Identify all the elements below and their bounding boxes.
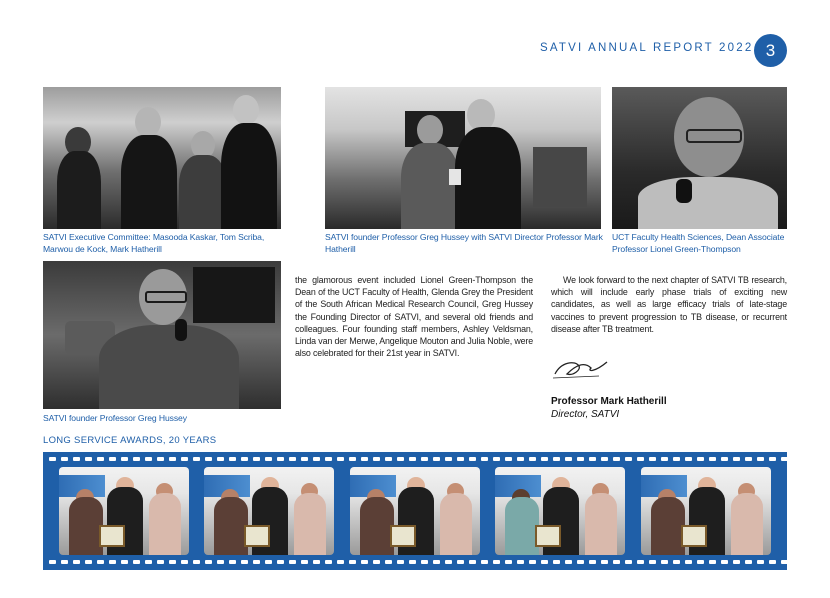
film-perforation (241, 457, 248, 461)
film-perforation (373, 560, 380, 564)
film-perforation (289, 560, 296, 564)
report-title: SATVI ANNUAL REPORT 2022 (540, 42, 754, 54)
page-number-badge: 3 (754, 34, 787, 67)
film-perforation (709, 457, 716, 461)
film-perforation (349, 457, 356, 461)
award-photo-3 (350, 467, 480, 555)
film-perforation (637, 457, 644, 461)
film-perforation (85, 560, 92, 564)
film-perforation (565, 560, 572, 564)
film-perforation (469, 457, 476, 461)
long-service-filmstrip (43, 452, 787, 570)
film-perforation (193, 457, 200, 461)
film-perforation (253, 457, 260, 461)
film-perforation (649, 560, 656, 564)
film-perforation (241, 560, 248, 564)
exec-committee-caption: SATVI Executive Committee: Masooda Kaskar, Tom Scriba, Marwou de Kock, Mark Hatherill (43, 232, 265, 254)
film-perforation (301, 560, 308, 564)
film-perforation (85, 457, 92, 461)
film-perforation (613, 457, 620, 461)
film-perforation (121, 560, 128, 564)
film-perforation (313, 457, 320, 461)
film-perforation (133, 560, 140, 564)
film-perforation (721, 457, 728, 461)
film-perforation (229, 457, 236, 461)
film-perforation (781, 457, 788, 461)
film-perforation (121, 457, 128, 461)
film-perforation (205, 457, 212, 461)
film-perforation (649, 457, 656, 461)
film-perforation (673, 457, 680, 461)
film-perforation (97, 560, 104, 564)
film-perforation (193, 560, 200, 564)
film-perforation (769, 457, 776, 461)
film-perforation (505, 457, 512, 461)
film-perforation (517, 560, 524, 564)
film-perforation (697, 560, 704, 564)
founder-photo (43, 261, 281, 409)
film-perforation (637, 560, 644, 564)
film-perforation (157, 560, 164, 564)
film-perforation (253, 560, 260, 564)
film-perforation (373, 457, 380, 461)
film-perforation (421, 457, 428, 461)
film-perforation (673, 560, 680, 564)
film-perforation (109, 457, 116, 461)
film-perforation (361, 560, 368, 564)
film-perforation (325, 560, 332, 564)
film-perforation (733, 457, 740, 461)
film-perforation (661, 560, 668, 564)
film-perforation (337, 560, 344, 564)
film-perforation (265, 457, 272, 461)
film-perforation (577, 457, 584, 461)
award-photo-5 (641, 467, 771, 555)
film-perforation (661, 457, 668, 461)
faculty-dean-caption: UCT Faculty Health Sciences, Dean Associate Professor Lionel Green-Thompson (612, 232, 785, 254)
film-perforation (205, 560, 212, 564)
film-perforation (757, 560, 764, 564)
film-perforation (553, 457, 560, 461)
film-perforation (73, 560, 80, 564)
film-perforation (469, 560, 476, 564)
film-perforation (721, 560, 728, 564)
signatory-role: Director, SATVI (551, 409, 620, 420)
film-perforation (733, 560, 740, 564)
film-perforation (433, 560, 440, 564)
film-perforation (385, 457, 392, 461)
film-perforation (481, 457, 488, 461)
film-perforation (73, 457, 80, 461)
film-perforation (409, 560, 416, 564)
signature-image (551, 352, 611, 382)
film-perforation (325, 457, 332, 461)
film-perforation (49, 457, 56, 461)
film-perforation (457, 457, 464, 461)
film-perforation (445, 457, 452, 461)
film-perforation (409, 457, 416, 461)
founder-director-caption: SATVI founder Professor Greg Hussey with SATVI Director Professor Mark Hatherill (325, 232, 603, 254)
article-column-1: the glamorous event included Lionel Green-Thompson the Dean of the UCT Faculty of Health, Glenda Grey the President of the South African Medical Research Council, Greg Hussey the Founding Director of SATVI, and several old friends and colleagues. Four founding staff members, Ashley Veldsman, Linda van der Merwe, Angelique Mouton and Julia Noble, were also celebrated for their 21st year in SATVI. (295, 275, 533, 359)
film-perforation (709, 560, 716, 564)
film-perforation (589, 560, 596, 564)
film-perforation (457, 560, 464, 564)
film-perforation (577, 560, 584, 564)
film-perforation (277, 457, 284, 461)
film-perforation (397, 457, 404, 461)
film-perforation (49, 560, 56, 564)
film-perforation (589, 457, 596, 461)
film-perforation (553, 560, 560, 564)
long-service-heading: LONG SERVICE AWARDS, 20 YEARS (43, 435, 217, 446)
film-perforation (625, 560, 632, 564)
faculty-dean-photo (612, 87, 787, 229)
film-perforation (61, 457, 68, 461)
film-perforation (541, 457, 548, 461)
film-perforation (313, 560, 320, 564)
signatory-name: Professor Mark Hatherill (551, 396, 667, 407)
film-perforation (289, 457, 296, 461)
film-perforation (601, 560, 608, 564)
film-perforation (433, 457, 440, 461)
film-perforation (229, 560, 236, 564)
article-column-2: We look forward to the next chapter of SATVI TB research, which will include early phase trials of exciting new candidates, as well as large efficacy trials of late-stage vaccines to prevent progression to TB disease, or recurrent disease after TB treatment. (551, 275, 787, 334)
film-perforation (685, 560, 692, 564)
film-perforation (217, 560, 224, 564)
film-perforation (61, 560, 68, 564)
film-perforation (625, 457, 632, 461)
film-perforation (745, 560, 752, 564)
film-perforation (169, 560, 176, 564)
film-perforation (529, 560, 536, 564)
film-perforation (337, 457, 344, 461)
film-perforation (745, 457, 752, 461)
film-perforation (361, 457, 368, 461)
film-perforation (565, 457, 572, 461)
film-perforation (145, 560, 152, 564)
film-perforation (133, 457, 140, 461)
film-perforation (181, 560, 188, 564)
film-perforation (685, 457, 692, 461)
film-perforation (781, 560, 788, 564)
film-perforation (265, 560, 272, 564)
film-perforation (769, 560, 776, 564)
film-perforation (481, 560, 488, 564)
film-perforation (181, 457, 188, 461)
film-perforation (217, 457, 224, 461)
film-perforation (301, 457, 308, 461)
film-perforation (169, 457, 176, 461)
film-perforation (493, 560, 500, 564)
film-perforation (385, 560, 392, 564)
film-perforation (529, 457, 536, 461)
film-perforation (613, 560, 620, 564)
film-perforation (493, 457, 500, 461)
film-perforation (505, 560, 512, 564)
award-photo-2 (204, 467, 334, 555)
film-perforation (97, 457, 104, 461)
film-perforation (397, 560, 404, 564)
award-photo-4 (495, 467, 625, 555)
founder-director-photo (325, 87, 601, 229)
founder-caption: SATVI founder Professor Greg Hussey (43, 413, 187, 423)
film-perforation (541, 560, 548, 564)
film-perforation (109, 560, 116, 564)
film-perforation (157, 457, 164, 461)
film-perforation (445, 560, 452, 564)
award-photo-1 (59, 467, 189, 555)
exec-committee-photo (43, 87, 281, 229)
film-perforation (697, 457, 704, 461)
film-perforation (349, 560, 356, 564)
film-perforation (517, 457, 524, 461)
film-perforation (145, 457, 152, 461)
film-perforation (601, 457, 608, 461)
film-perforation (277, 560, 284, 564)
film-perforation (757, 457, 764, 461)
film-perforation (421, 560, 428, 564)
